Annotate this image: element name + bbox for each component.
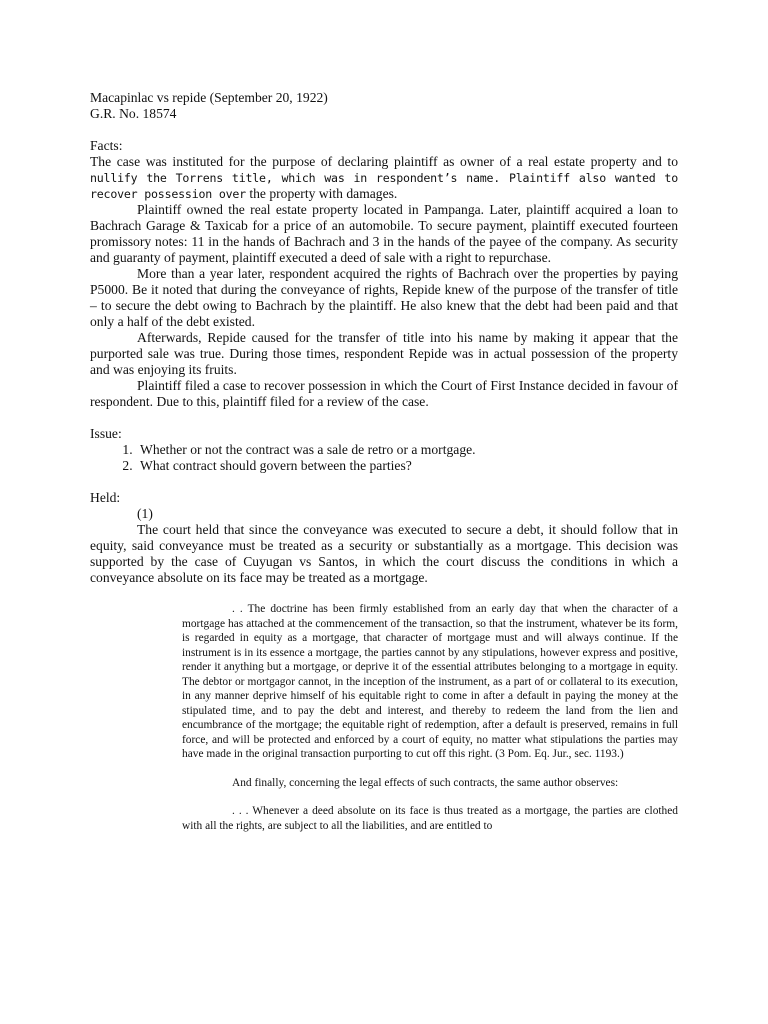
quote-paragraph-1: . . The doctrine has been firmly established from an early day that when the character of a mortgage has attached at the commencement of the transaction, so that the instrument, whatever be its form, is regarded in equity as a mortgage, that character of mortgage must and will always continue. If the instrument is in its essence a mortgage, the parties cannot by any stipulations, however express and positive, render it anything but a mortgage, or deprive it of the essential attributes belonging to a mortgage in equity. The debtor or mortgagor cannot, in the inception of the instrument, as a part of or collateral to its execution, in any manner deprive himself of his equitable right to come in after a default in paying the money at the stipulated time, and to pay the debt and interest, and thereby to redeem the land from the lien and encumbrance of the mortgage; the equitable right of redemption, after a default is preserved, remains in full force, and will be protected and enforced by a court of equity, no matter what stipulations the parties may have made in the original transaction purporting to cut off this right. (3 Pom. Eq. Jur., sec. 1193.) [182,603,678,760]
facts-p1-part-c: the property with damages. [245,186,398,201]
issue-list [90,442,678,474]
held-number: (1) [137,506,153,521]
held-paragraph-1: The court held that since the conveyance was executed to secure a debt, it should follow that in equity, said conveyance must be treated as a security or substantially as a mortgage. This decision was supported by the case of Cuyugan vs Santos, in which the court discuss the conditions in which a conveyance absolute on its face may be treated as a mortgage. [90,522,678,585]
facts-paragraph-4: Afterwards, Repide caused for the transfer of title into his name by making it appear that the purported sale was true. During those times, respondent Repide was in actual possession of the property and was enjoying its fruits. [90,330,678,377]
quote-paragraph-2: And finally, concerning the legal effects of such contracts, the same author observes: [232,776,619,789]
block-quote [182,602,678,833]
gr-number: G.R. No. 18574 [90,106,177,121]
facts-heading: Facts: [90,138,123,153]
facts-paragraph-5: Plaintiff filed a case to recover possession in which the Court of First Instance decided in favour of respondent. Due to this, plaintiff filed for a review of the case. [90,378,678,409]
document-body [90,90,678,833]
quote-paragraph-3: . . . Whenever a deed absolute on its face is thus treated as a mortgage, the parties are clothed with all the rights, are subject to all the liabilities, and are entitled to [182,805,678,832]
held-heading: Held: [90,490,121,505]
facts-p1-part-a: The case was instituted for the purpose of declaring plaintiff as owner of a real estate property and to [90,154,678,169]
facts-paragraph-2: Plaintiff owned the real estate property located in Pampanga. Later, plaintiff acquired a loan to Bachrach Garage & Taxicab for a price of an automobile. To secure payment, plaintiff executed fourteen promissory notes: 11 in the hands of Bachrach and 3 in the hands of the payee of the company. As security and guaranty of payment, plaintiff executed a deed of sale with a right to repurchase. [90,202,678,265]
issue-heading: Issue: [90,426,122,441]
facts-paragraph-1 [90,154,678,202]
facts-p1-part-b: nullify the Torrens title, which was in respondent’s name. Plaintiff also wanted to recover possession over [90,171,678,201]
issue-item-2: 2. What contract should govern between the parties? [136,458,678,474]
issue-item-1: 1. Whether or not the contract was a sale de retro or a mortgage. [136,442,678,458]
facts-paragraph-3: More than a year later, respondent acquired the rights of Bachrach over the properties by paying P5000. Be it noted that during the conveyance of rights, Repide knew of the purpose of the transfer of title – to secure the debt owing to Bachrach by the plaintiff. He also knew that the debt had been paid and that only a half of the debt existed. [90,266,678,329]
case-title: Macapinlac vs repide (September 20, 1922) [90,90,328,105]
